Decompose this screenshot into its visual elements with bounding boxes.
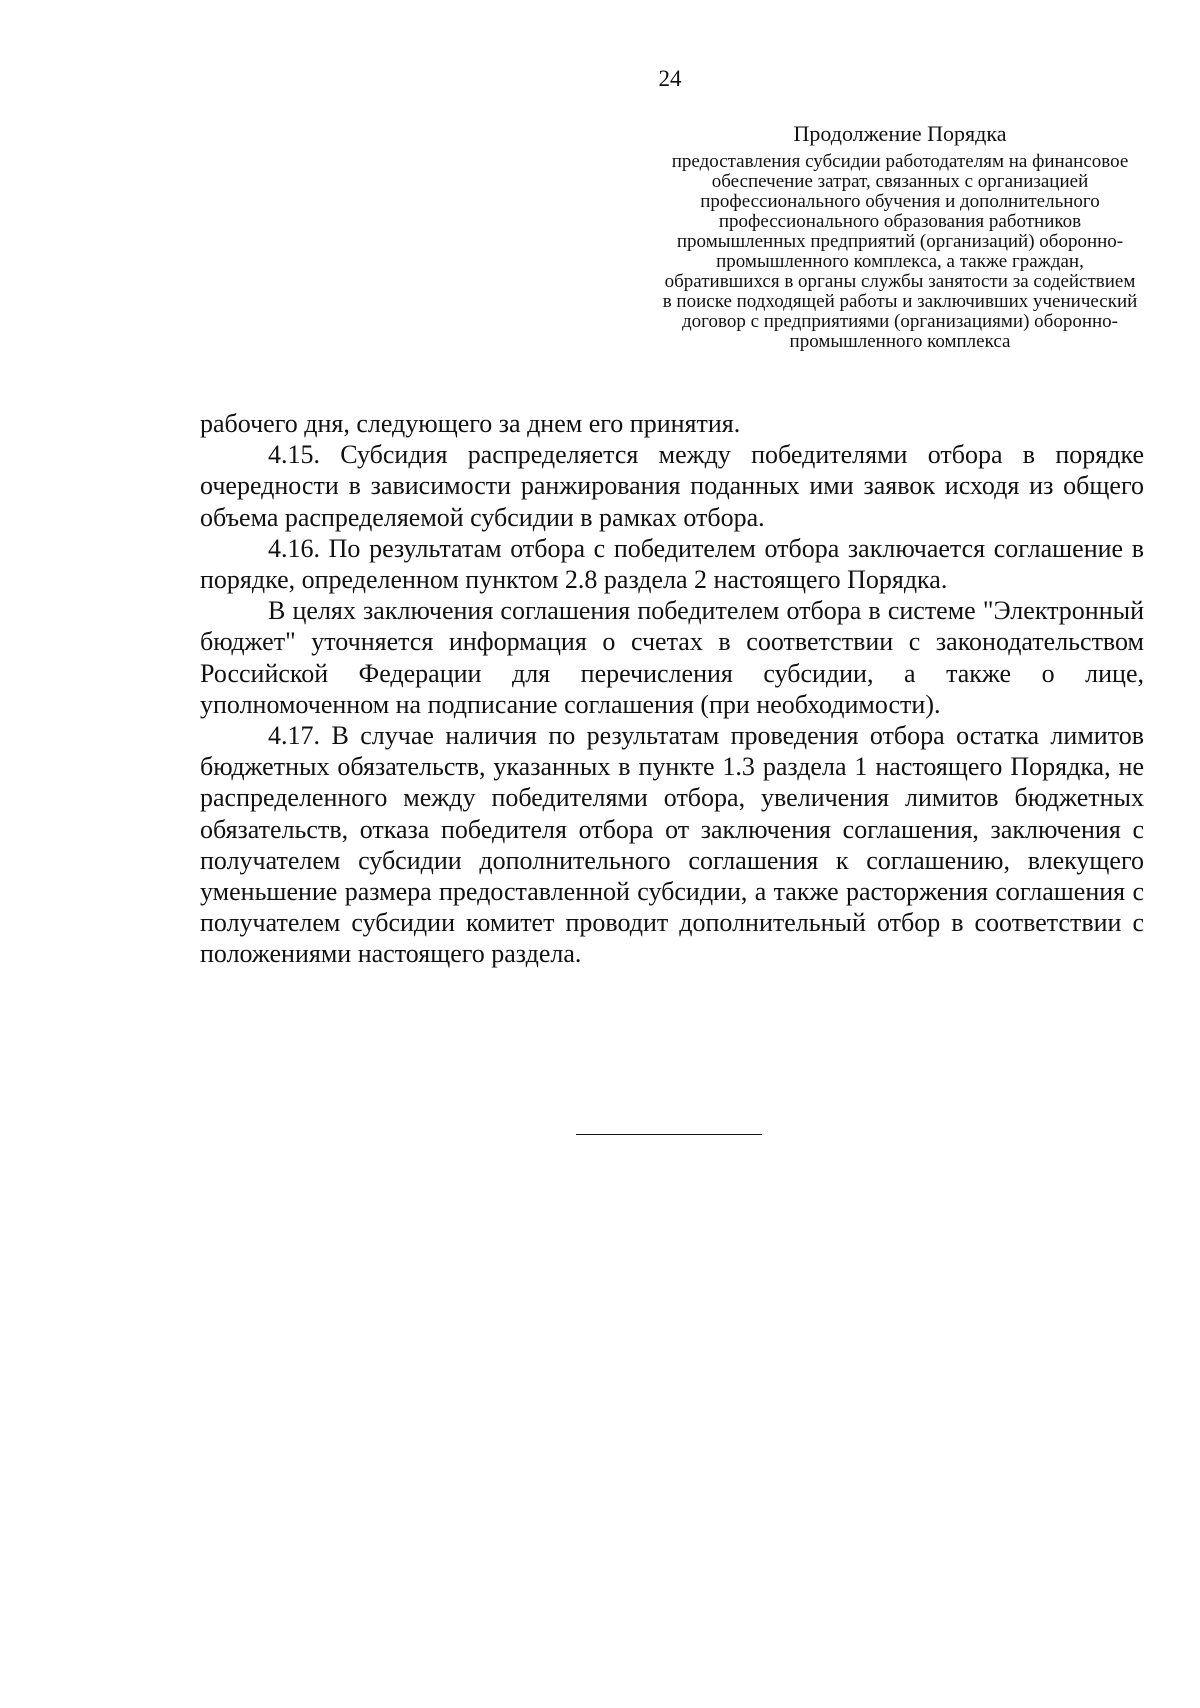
page-number: 24 bbox=[658, 66, 682, 91]
continuation-subtitle: предоставления субсидии работодателям на финансовое обеспечение затрат, связанных с организацией профессионального обучения и дополнительного профессионального образования работников промышленных предприятий (организаций) оборонно-промышленного комплекса, а также граждан, обратившихся в органы службы занятости за содействием в поиске подходящей работы и заключивших ученический договор с предприятиями (организациями) оборонно-промышленного комплекса bbox=[662, 151, 1138, 352]
paragraph-4-17: 4.17. В случае наличия по результатам проведения отбора остатка лимитов бюджетных обязательств, указанных в пункте 1.3 раздела 1 настоящего Порядка, не распределенного между победителями отбора, увеличения лимитов бюджетных обязательств, отказа победителя отбора от заключения соглашения, заключения с получателем субсидии дополнительного соглашения к соглашению, влекущего уменьшение размера предоставленной субсидии, а также расторжения соглашения с получателем субсидии комитет проводит дополнительный отбор в соответствии с положениями настоящего раздела. bbox=[200, 721, 1144, 969]
paragraph-electronic-budget: В целях заключения соглашения победителем отбора в системе "Электронный бюджет" уточняется информация о счетах в соответствии с законодательством Российской Федерации для перечисления субсидии, а также о лице, уполномоченном на подписание соглашения (при необходимости). bbox=[200, 596, 1144, 719]
paragraph-4-16: 4.16. По результатам отбора с победителем отбора заключается соглашение в порядке, определенном пунктом 2.8 раздела 2 настоящего Порядка. bbox=[200, 533, 1144, 595]
paragraph-4-15: 4.15. Субсидия распределяется между победителями отбора в порядке очередности в зависимости ранжирования поданных ими заявок исходя из общего объема распределяемой субсидии в рамках отбора. bbox=[200, 440, 1144, 532]
paragraph-continuation: рабочего дня, следующего за днем его принятия. bbox=[200, 409, 741, 438]
continuation-header bbox=[660, 120, 1140, 352]
end-of-text-rule bbox=[576, 1134, 762, 1135]
document-body bbox=[200, 408, 1144, 970]
continuation-title: Продолжение Порядка bbox=[793, 121, 1007, 146]
